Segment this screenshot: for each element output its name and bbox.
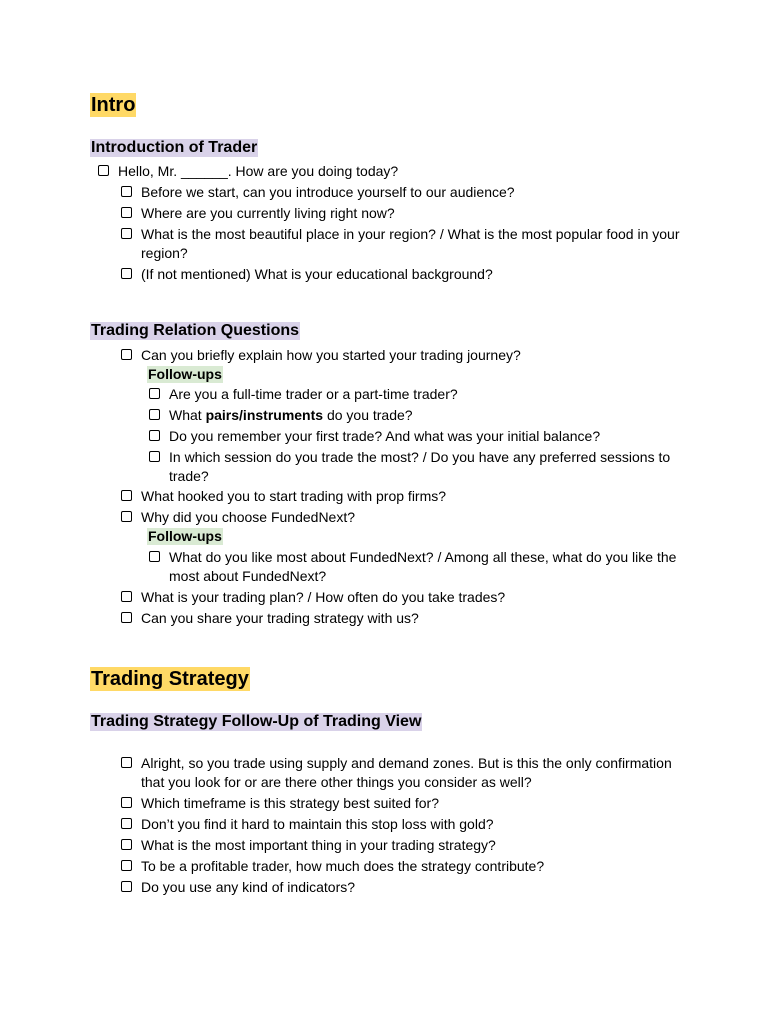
checkbox-icon[interactable]: [121, 186, 132, 197]
checkbox-icon[interactable]: [121, 511, 132, 522]
checkbox-icon[interactable]: [121, 591, 132, 602]
item-text: Are you a full-time trader or a part-time trader?: [169, 386, 458, 402]
item-text: Don’t you find it hard to maintain this stop loss with gold?: [141, 816, 494, 832]
item-text: Where are you currently living right now?: [141, 205, 395, 221]
checkbox-icon[interactable]: [149, 388, 160, 399]
checkbox-icon[interactable]: [121, 612, 132, 623]
checklist-item: [141, 754, 681, 792]
item-text: Which timeframe is this strategy best suited for?: [141, 795, 439, 811]
item-text: What is the most beautiful place in your region? / What is the most popular food in your region?: [141, 226, 680, 261]
checkbox-icon[interactable]: [121, 349, 132, 360]
checkbox-icon[interactable]: [121, 881, 132, 892]
checklist-item: [141, 815, 681, 834]
checkbox-icon[interactable]: [121, 228, 132, 239]
checklist-item: [141, 487, 681, 506]
item-text: Before we start, can you introduce yourself to our audience?: [141, 184, 515, 200]
checklist-item: [169, 548, 679, 586]
checkbox-icon[interactable]: [121, 860, 132, 871]
item-text: Can you briefly explain how you started your trading journey?: [141, 347, 521, 363]
item-text: Why did you choose FundedNext?: [141, 509, 356, 525]
checkbox-icon[interactable]: [121, 268, 132, 279]
item-text: What do you like most about FundedNext? / Among all these, what do you like the most about FundedNext?: [169, 549, 677, 584]
item-text: In which session do you trade the most? / Do you have any preferred sessions to trade?: [169, 449, 671, 484]
checkbox-icon[interactable]: [149, 430, 160, 441]
item-text: Alright, so you trade using supply and demand zones. But is this the only confirmation that you look for or are there other things you consider as well?: [141, 755, 672, 790]
item-text: Hello, Mr. ______. How are you doing today?: [118, 163, 399, 179]
checklist-item: [141, 878, 681, 897]
checkbox-icon[interactable]: [121, 207, 132, 218]
heading-intro: Intro: [91, 94, 136, 116]
followups-label: Follow-ups: [148, 366, 222, 382]
checklist-item: [169, 427, 679, 446]
checklist-item: [141, 183, 681, 202]
followups-label: Follow-ups: [148, 528, 222, 544]
item-text: (If not mentioned) What is your educational background?: [141, 266, 493, 282]
checkbox-icon[interactable]: [121, 839, 132, 850]
checkbox-icon[interactable]: [98, 165, 109, 176]
checklist-item: [141, 857, 681, 876]
item-text-bold: pairs/instruments: [205, 407, 324, 423]
item-text: Do you use any kind of indicators?: [141, 879, 356, 895]
checklist-item: [141, 609, 681, 628]
checklist-item: [141, 265, 681, 284]
checkbox-icon[interactable]: [149, 409, 160, 420]
item-text: What is your trading plan? / How often do you take trades?: [141, 589, 506, 605]
checklist-item: [169, 406, 679, 425]
heading-introduction-of-trader: Introduction of Trader: [91, 139, 258, 156]
checklist-item: [169, 448, 679, 486]
checklist-item: [141, 508, 681, 527]
item-text: What: [169, 407, 206, 423]
item-text: To be a profitable trader, how much does the strategy contribute?: [141, 858, 545, 874]
checkbox-icon[interactable]: [121, 797, 132, 808]
checklist-item: [169, 385, 679, 404]
checklist-item: [141, 794, 681, 813]
checklist-item: [141, 225, 681, 263]
item-text: Can you share your trading strategy with us?: [141, 610, 419, 626]
checklist-item: [141, 836, 681, 855]
checkbox-icon[interactable]: [149, 451, 160, 462]
checkbox-icon[interactable]: [149, 551, 160, 562]
checkbox-icon[interactable]: [121, 818, 132, 829]
checklist-item: [118, 162, 678, 181]
item-text: Do you remember your first trade? And what was your initial balance?: [169, 428, 601, 444]
checklist-item: [141, 346, 681, 365]
checkbox-icon[interactable]: [121, 757, 132, 768]
checklist-item: [141, 588, 681, 607]
heading-trading-relation-questions: Trading Relation Questions: [91, 322, 300, 339]
heading-trading-strategy: Trading Strategy: [91, 668, 249, 690]
heading-trading-strategy-followup: Trading Strategy Follow-Up of Trading View: [91, 713, 422, 730]
item-text: What hooked you to start trading with prop firms?: [141, 488, 447, 504]
checklist-item: [141, 204, 681, 223]
item-text: do you trade?: [323, 407, 413, 423]
checkbox-icon[interactable]: [121, 490, 132, 501]
item-text: What is the most important thing in your trading strategy?: [141, 837, 496, 853]
